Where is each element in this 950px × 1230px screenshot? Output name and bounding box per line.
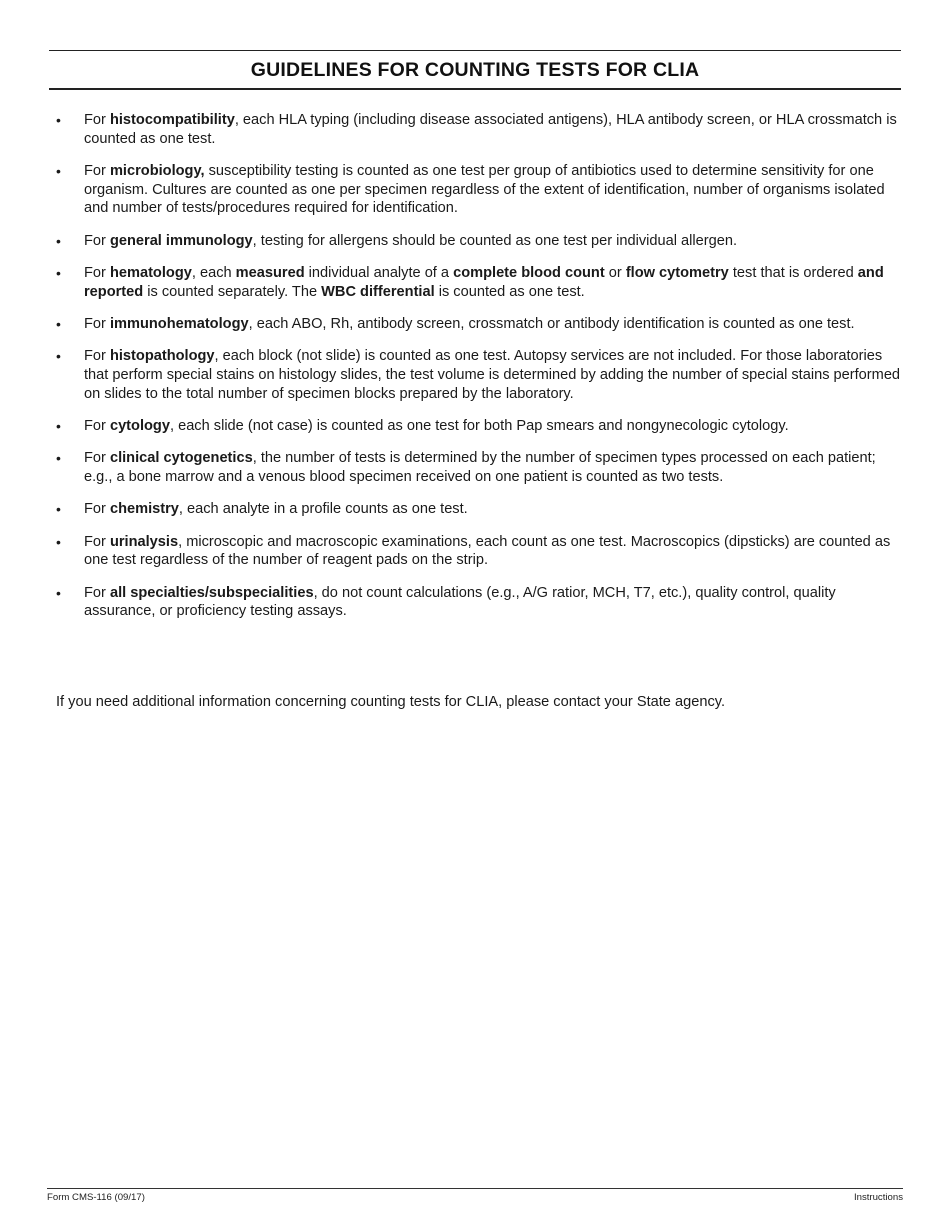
guideline-segment: For (84, 112, 110, 128)
bullet-icon: • (56, 533, 61, 550)
guideline-item (56, 111, 904, 148)
guideline-item (56, 417, 904, 436)
guideline-segment: For (84, 232, 110, 249)
guideline-segment: For (84, 533, 110, 550)
guideline-term: all specialties/subspecialities (109, 584, 314, 601)
guideline-text (84, 501, 468, 517)
guideline-segment: For (84, 417, 110, 434)
guideline-text (84, 233, 737, 249)
guideline-item (56, 533, 904, 570)
guideline-term: chemistry (109, 501, 179, 518)
guideline-segment: , testing for allergens should be counted as one test per individual allergen. (252, 232, 738, 249)
guideline-term: clinical cytogenetics (109, 450, 253, 467)
guideline-term: flow cytometry (625, 264, 729, 281)
guideline-segment: test that is ordered (728, 264, 858, 281)
guideline-segment: For (84, 584, 110, 601)
guideline-term: hematology (109, 264, 192, 281)
guideline-item (56, 584, 904, 621)
guideline-segment: For (84, 348, 110, 365)
guideline-segment: For (84, 162, 110, 179)
guideline-item (56, 315, 904, 334)
guideline-term: and reported (84, 264, 884, 300)
guideline-segment: , each slide (not case) is counted as one test for both Pap smears and nongynecologic cytology. (169, 417, 789, 434)
guideline-term: general immunology (109, 232, 253, 249)
guideline-item (56, 264, 904, 301)
guideline-term: urinalysis (109, 533, 179, 550)
bullet-icon: • (56, 501, 61, 518)
guideline-text (84, 163, 885, 216)
guideline-text (84, 418, 789, 434)
guideline-segment: or (604, 264, 626, 281)
guideline-text (84, 585, 836, 620)
guideline-segment: susceptibility testing is counted as one test per group of antibiotics used to determine sensitivity for one organism. Cultures are counted as one per specimen regardless of the extent of identification, number of organisms isolated and number of tests/procedures required for identification. (84, 162, 885, 217)
guideline-item (56, 449, 904, 486)
guideline-segment: For (84, 501, 110, 518)
guideline-text (84, 348, 900, 401)
guideline-term: WBC differential (321, 283, 435, 300)
guideline-segment: , microscopic and macroscopic examinations, each count as one test. Macroscopics (dipsticks) are counted as one test regardless of the number of reagent pads on the strip. (84, 533, 891, 569)
guideline-item (56, 162, 904, 218)
bullet-icon: • (56, 112, 61, 128)
guideline-text (84, 316, 855, 332)
guideline-term: immunohematology (109, 315, 249, 332)
guideline-term: microbiology, (109, 162, 205, 179)
guideline-segment: , the number of tests is determined by the number of specimen types processed on each patient; e.g., a bone marrow and a venous blood specimen received on one patient is counted as two tests. (84, 450, 876, 485)
guideline-segment: , each (191, 264, 236, 281)
guideline-item (56, 347, 904, 403)
guideline-term: histocompatibility (109, 112, 235, 128)
bullet-icon: • (56, 417, 61, 434)
guideline-text (84, 450, 876, 485)
guideline-segment: For (84, 264, 110, 281)
guideline-segment: , each block (not slide) is counted as one test. Autopsy services are not included. For those laboratories that perform special stains on histology slides, the test volume is determined by adding the number of special stains performed on slides to the total number of specimen blocks prepared by the laboratory. (84, 348, 901, 402)
guideline-segment: For (84, 315, 110, 332)
bullet-icon: • (56, 315, 61, 332)
bullet-icon: • (56, 264, 61, 281)
page-title: GUIDELINES FOR COUNTING TESTS FOR CLIA (250, 58, 700, 81)
guideline-segment: , each HLA typing (including disease associated antigens), HLA antibody screen, or HLA crossmatch is counted as one test. (84, 112, 897, 147)
page-header (49, 50, 901, 90)
bullet-icon: • (56, 450, 61, 467)
guideline-segment: is counted separately. The (143, 283, 322, 300)
guideline-term: measured (235, 264, 305, 281)
guideline-segment: , do not count calculations (e.g., A/G ratior, MCH, T7, etc.), quality control, quality assurance, or proficiency testing assays. (84, 584, 836, 620)
page-footer (47, 1188, 903, 1203)
guideline-segment: individual analyte of a (304, 264, 454, 281)
guideline-segment: , each ABO, Rh, antibody screen, crossmatch or antibody identification is counted as one test. (248, 315, 855, 332)
closing-note: If you need additional information concerning counting tests for CLIA, please contact your State agency. (56, 694, 726, 710)
bullet-icon: • (56, 584, 61, 601)
form-number: Form CMS-116 (09/17) (47, 1192, 145, 1203)
guideline-text (84, 534, 890, 569)
guideline-item (56, 500, 904, 519)
bullet-icon: • (56, 232, 61, 249)
bullet-icon: • (56, 162, 61, 179)
footer-section-label: Instructions (853, 1192, 903, 1203)
guideline-segment: For (84, 450, 110, 467)
guideline-text (84, 112, 897, 147)
guideline-segment: , each analyte in a profile counts as one test. (178, 501, 468, 518)
guideline-term: cytology (109, 417, 170, 434)
guideline-term: histopathology (109, 348, 215, 365)
guidelines-list (56, 111, 904, 635)
bullet-icon: • (56, 348, 61, 365)
guideline-segment: is counted as one test. (434, 283, 585, 300)
guideline-text (84, 265, 884, 300)
guideline-term: complete blood count (453, 264, 605, 281)
guideline-item (56, 232, 904, 251)
